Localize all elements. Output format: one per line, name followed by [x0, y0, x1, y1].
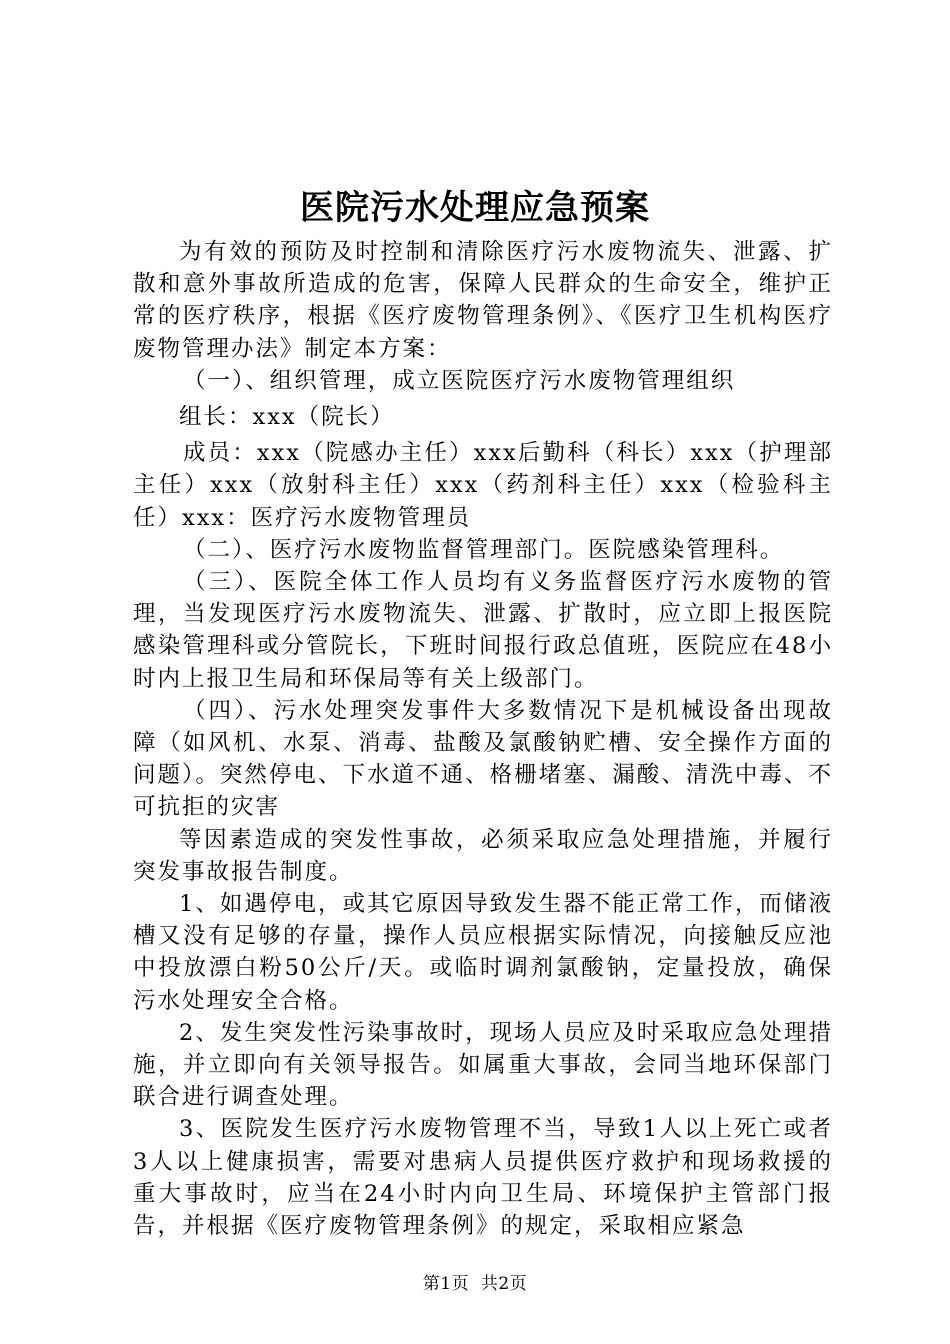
paragraph-leader: 组长：xxx（院长）	[179, 404, 395, 431]
paragraph-section-2: （二）、医疗污水废物监督管理部门。医院感染管理科。	[183, 536, 785, 563]
paragraph-continuation: 等因素造成的突发性事故，必须采取应急处理措施，并履行突发事故报告制度。	[133, 826, 833, 885]
paragraph-section-3: （三）、医院全体工作人员均有义务监督医疗污水废物的管理，当发现医疗污水废物流失、泄露、扩散时，应立即上报医院感染管理科或分管院长，下班时间报行政总值班，医院应在48小时内上报卫生局和环保局等有关上级部门。	[133, 569, 833, 692]
page-number-label: 第1页 共2页	[422, 1274, 528, 1294]
page-footer	[0, 1272, 950, 1296]
paragraph-item-1: 1、如遇停电，或其它原因导致发生器不能正常工作，而储液槽又没有足够的存量，操作人员应根据实际情况，向接触反应池中投放漂白粉50公斤/天。或临时调剂氯酸钠，定量投放，确保污水处理安全合格。	[133, 891, 833, 1014]
paragraph-item-3: 3、医院发生医疗污水废物管理不当，导致1人以上死亡或者3人以上健康损害，需要对患病人员提供医疗救护和现场救援的重大事故时，应当在24小时内向卫生局、环境保护主管部门报告，并根据《医疗废物管理条例》的规定，采取相应紧急	[133, 1116, 833, 1240]
document-body	[133, 236, 833, 1242]
paragraph-section-4: （四）、污水处理突发事件大多数情况下是机械设备出现故障（如风机、水泵、消毒、盐酸及氯酸钠贮槽、安全操作方面的问题）。突然停电、下水道不通、格栅堵塞、漏酸、清洗中毒、不可抗拒的灾害	[133, 697, 833, 821]
paragraph-section-1: （一）、组织管理，成立医院医疗污水废物管理组织	[183, 367, 736, 394]
paragraph-intro: 为有效的预防及时控制和清除医疗污水废物流失、泄露、扩散和意外事故所造成的危害，保障人民群众的生命安全，维护正常的医疗秩序，根据《医疗废物管理条例》、《医疗卫生机构医疗废物管理办法》制定本方案：	[133, 239, 833, 362]
paragraph-item-2: 2、发生突发性污染事故时，现场人员应及时采取应急处理措施，并立即向有关领导报告。如属重大事故，会同当地环保部门联合进行调查处理。	[133, 1019, 833, 1111]
paragraph-members: 成员：xxx（院感办主任）xxx后勤科（科长）xxx（护理部主任）xxx（放射科主任）xxx（药剂科主任）xxx（检验科主任）xxx：医疗污水废物管理员	[133, 440, 833, 531]
document-title: 医院污水处理应急预案	[300, 188, 650, 228]
